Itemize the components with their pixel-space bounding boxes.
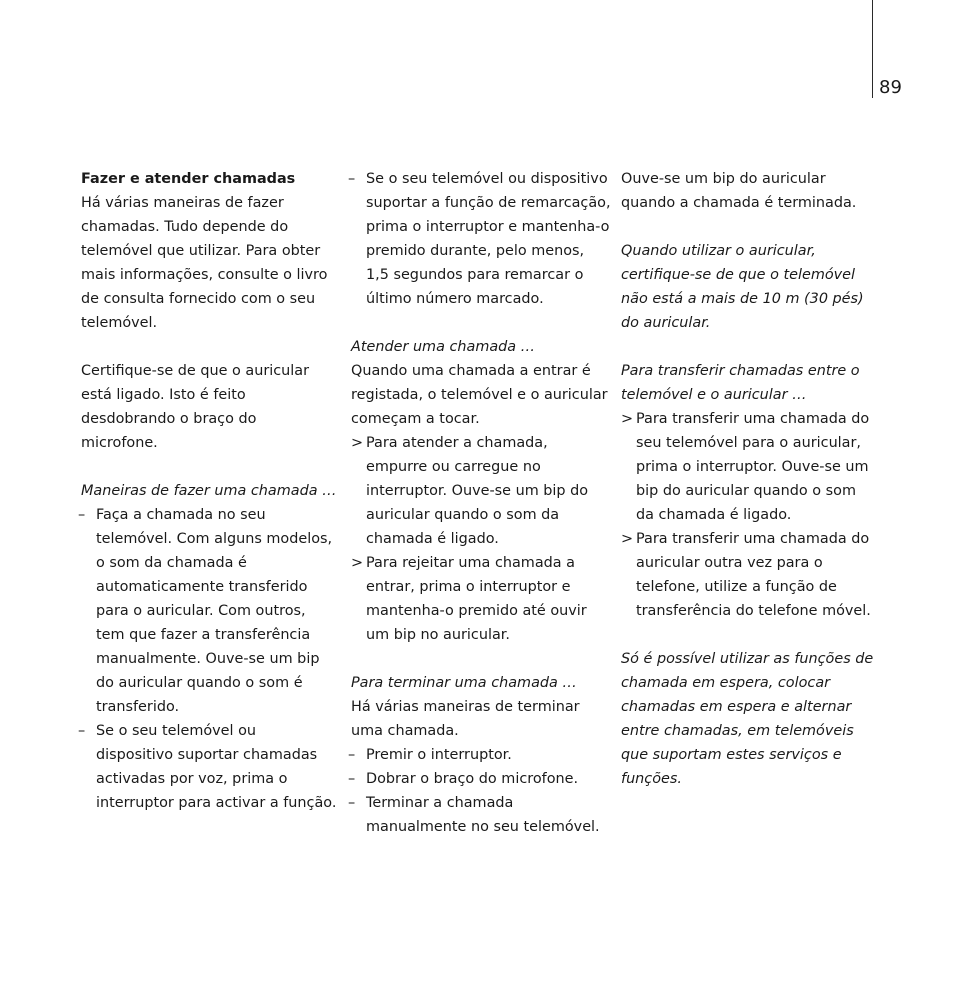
- services-note: Só é possível utilizar as funções de chamada em espera, colocar chamadas em espera e alternar entre chamadas, em telemóveis que suportam estes serviços e funções.: [621, 651, 874, 787]
- make-call-list: [78, 503, 337, 815]
- transfer-list: [621, 407, 877, 623]
- list-item-text: Premir o interruptor.: [366, 747, 512, 763]
- end-paragraph: Há várias maneiras de terminar uma chamada.: [351, 699, 580, 739]
- dash-marker: –: [348, 171, 356, 187]
- list-item: [78, 503, 337, 719]
- list-item: [351, 551, 611, 647]
- list-item: [621, 407, 877, 527]
- dash-marker: –: [348, 795, 356, 811]
- page-rule: [872, 0, 873, 98]
- dash-marker: –: [348, 771, 356, 787]
- arrow-marker: >: [621, 411, 634, 427]
- list-item: [348, 791, 611, 839]
- list-item-text: Se o seu telemóvel ou dispositivo suportar chamadas activadas por voz, prima o interruptor para activar a função.: [96, 723, 337, 811]
- dash-marker: –: [78, 723, 86, 739]
- range-note: Quando utilizar o auricular, certifique-se de que o telemóvel não está a mais de 10 m (30 pés) do auricular.: [621, 243, 864, 331]
- intro-paragraph: Há várias maneiras de fazer chamadas. Tudo depende do telemóvel que utilizar. Para obter mais informações, consulte o livro de consulta fornecido com o seu telemóvel.: [81, 195, 328, 331]
- bip-paragraph: Ouve-se um bip do auricular quando a chamada é terminada.: [621, 171, 857, 211]
- subheading-make-call: Maneiras de fazer uma chamada …: [81, 483, 337, 499]
- list-item-text: Para atender a chamada, empurre ou carregue no interruptor. Ouve-se um bip do auricular quando o som da chamada é ligado.: [366, 435, 589, 547]
- list-item: [621, 527, 877, 623]
- arrow-marker: >: [351, 435, 364, 451]
- end-call-list: [348, 743, 611, 839]
- list-item-text: Terminar a chamada manualmente no seu telemóvel.: [366, 795, 600, 835]
- check-paragraph: Certifique-se de que o auricular está ligado. Isto é feito desdobrando o braço do microfone.: [81, 363, 309, 451]
- list-item: [348, 167, 611, 311]
- list-item-text: Faça a chamada no seu telemóvel. Com alguns modelos, o som da chamada é automaticamente transferido para o auricular. Com outros, tem que fazer a transferência manualmente. Ouve-se um bip do auricular quando o som é transferido.: [96, 507, 333, 715]
- list-item: [78, 719, 337, 815]
- subheading-answer-call: Atender uma chamada …: [351, 339, 536, 355]
- list-item: [348, 743, 611, 767]
- list-item-text: Dobrar o braço do microfone.: [366, 771, 579, 787]
- redial-list: [348, 167, 611, 311]
- column-1: [78, 167, 337, 815]
- list-item-text: Para transferir uma chamada do seu telemóvel para o auricular, prima o interruptor. Ouve-se um bip do auricular quando o som da chamada é ligado.: [636, 411, 870, 523]
- column-2: [348, 167, 611, 839]
- page-number: 89: [879, 77, 902, 98]
- answer-paragraph: Quando uma chamada a entrar é registada, o telemóvel e o auricular começam a tocar.: [351, 363, 608, 427]
- list-item-text: Para transferir uma chamada do auricular outra vez para o telefone, utilize a função de transferência do telefone móvel.: [636, 531, 871, 619]
- arrow-marker: >: [621, 531, 634, 547]
- list-item: [351, 431, 611, 551]
- list-item: [348, 767, 611, 791]
- arrow-marker: >: [351, 555, 364, 571]
- answer-list: [351, 431, 611, 647]
- dash-marker: –: [348, 747, 356, 763]
- subheading-end-call: Para terminar uma chamada …: [351, 675, 577, 691]
- list-item-text: Para rejeitar uma chamada a entrar, prima o interruptor e mantenha-o premido até ouvir um bip no auricular.: [366, 555, 587, 643]
- subheading-transfer: Para transferir chamadas entre o telemóvel e o auricular …: [621, 363, 860, 403]
- column-3: [621, 167, 877, 791]
- section-heading: Fazer e atender chamadas: [81, 171, 296, 187]
- dash-marker: –: [78, 507, 86, 523]
- list-item-text: Se o seu telemóvel ou dispositivo suportar a função de remarcação, prima o interruptor e mantenha-o premido durante, pelo menos, 1,5 segundos para remarcar o último número marcado.: [366, 171, 611, 307]
